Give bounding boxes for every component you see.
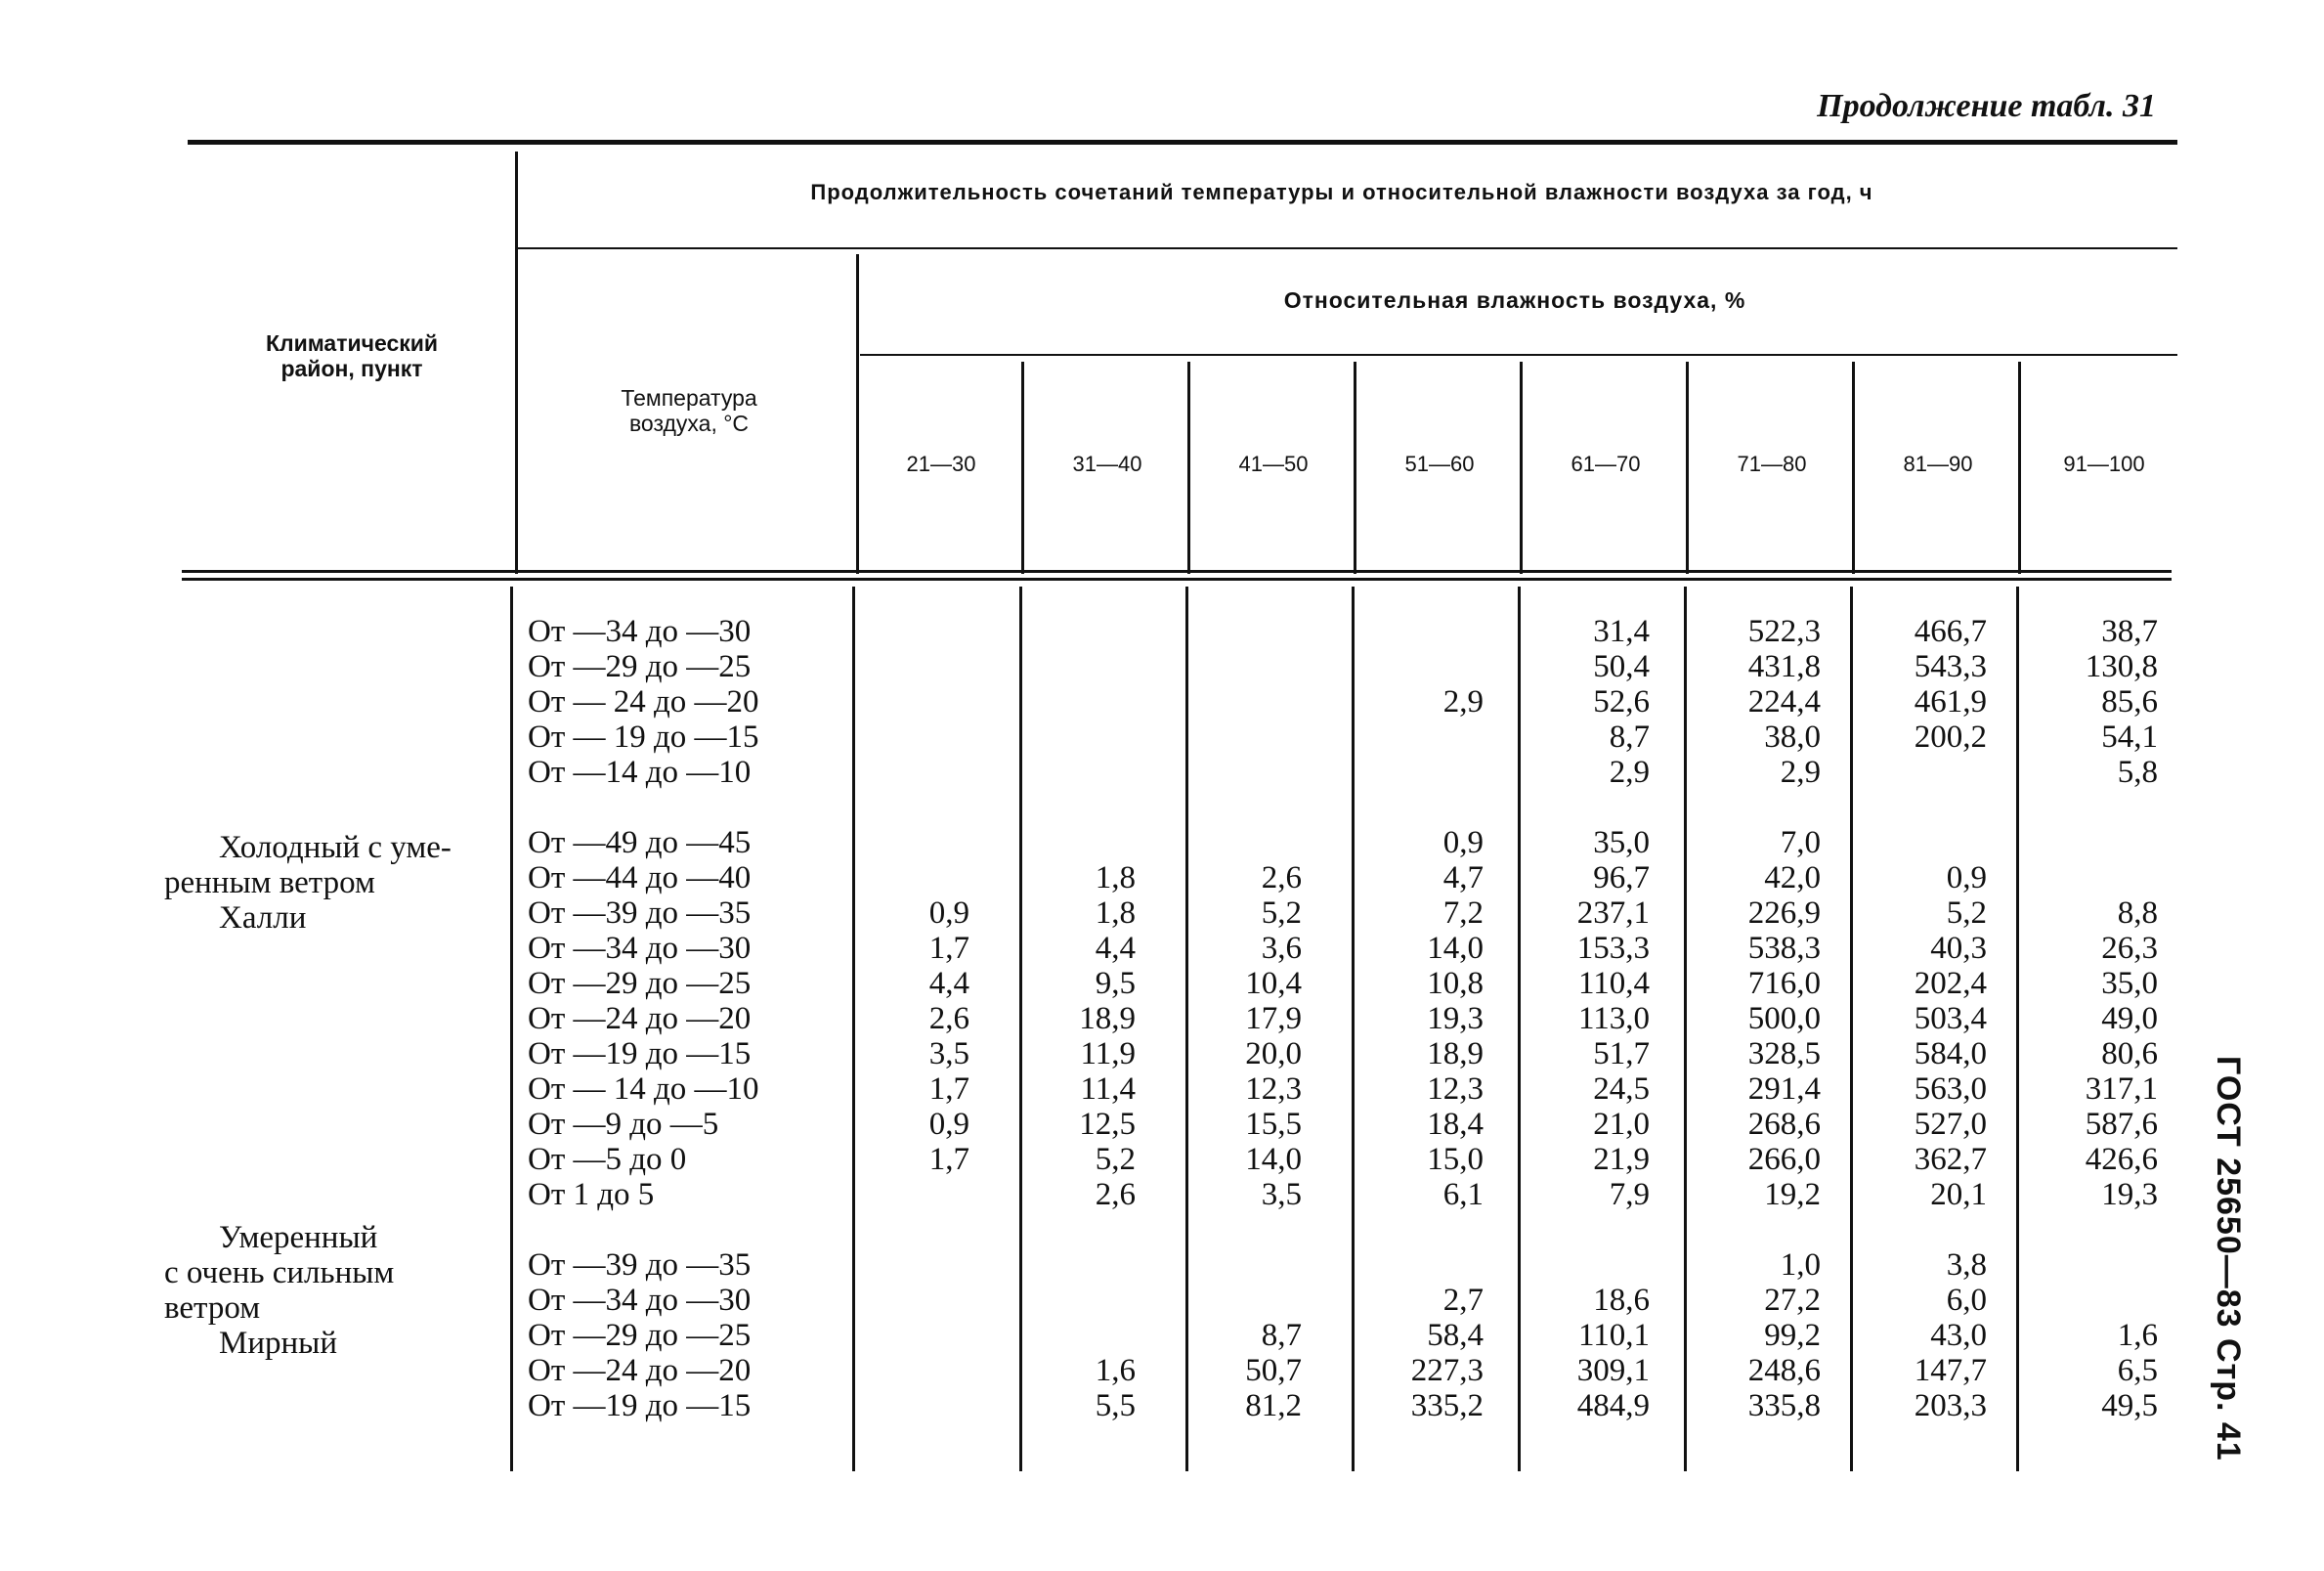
col-divider-4	[1520, 362, 1523, 574]
value-cell: 8,7	[1261, 1318, 1302, 1353]
value-cell: 38,0	[1764, 720, 1821, 755]
value-cell: 226,9	[1747, 895, 1821, 931]
value-cell: 1,8	[1095, 895, 1136, 931]
value-cell: 35,0	[1593, 825, 1650, 860]
value-cell: 0,9	[1946, 860, 1987, 895]
value-cell: 4,4	[928, 966, 969, 1001]
value-cell: 5,2	[1261, 895, 1302, 931]
header-double-rule-2	[182, 578, 2172, 581]
value-cell	[860, 1388, 969, 1423]
value-cell: 18,4	[1427, 1107, 1484, 1142]
value-cell: 6,0	[1946, 1283, 1987, 1318]
value-cell: 113,0	[1577, 1001, 1650, 1036]
value-cell: 43,0	[1930, 1318, 1987, 1353]
value-cell: 543,3	[1914, 649, 1987, 684]
value-cell	[1358, 649, 1484, 684]
value-cell: 58,4	[1427, 1318, 1484, 1353]
value-cell: 1,7	[928, 931, 969, 966]
value-cell: 35,0	[2101, 966, 2158, 1001]
value-cell: 0,9	[928, 895, 969, 931]
value-cell: 522,3	[1747, 614, 1821, 649]
value-cell	[860, 755, 969, 790]
value-cell	[1192, 1212, 1302, 1247]
value-cell: 130,8	[2085, 649, 2158, 684]
value-cell	[1026, 755, 1136, 790]
value-cell: 0,9	[928, 1107, 969, 1142]
value-cell: 50,4	[1593, 649, 1650, 684]
value-cell: 4,7	[1442, 860, 1484, 895]
body-divider-3	[1352, 587, 1355, 1471]
value-cell: 10,8	[1427, 966, 1484, 1001]
humidity-col-91-100	[2023, 614, 2158, 1423]
climate-header-line2: район, пункт	[280, 356, 423, 381]
region2-line4: Мирный	[219, 1326, 337, 1361]
temp-cell: От —49 до —45	[528, 825, 752, 860]
value-cell: 426,6	[2085, 1142, 2158, 1177]
humidity-range-3: 41—50	[1238, 452, 1309, 476]
value-cell	[2023, 1212, 2158, 1247]
value-cell	[860, 1318, 969, 1353]
humidity-col-21-30	[860, 614, 969, 1423]
value-cell	[1691, 1212, 1821, 1247]
value-cell: 5,2	[1095, 1142, 1136, 1177]
temp-cell: От —24 до —20	[528, 1001, 752, 1036]
climate-region-header	[186, 330, 518, 381]
value-cell: 248,6	[1747, 1353, 1821, 1388]
col-divider-7	[2018, 362, 2021, 574]
value-cell	[860, 860, 969, 895]
temp-cell	[528, 1212, 759, 1247]
value-cell: 5,2	[1946, 895, 1987, 931]
value-cell: 81,2	[1245, 1388, 1302, 1423]
value-cell: 3,6	[1261, 931, 1302, 966]
humidity-range-8: 91—100	[2063, 452, 2145, 476]
value-cell	[1026, 720, 1136, 755]
col-divider-3	[1354, 362, 1356, 574]
value-cell: 3,8	[1946, 1247, 1987, 1283]
temp-cell: От —44 до —40	[528, 860, 752, 895]
value-cell: 584,0	[1914, 1036, 1987, 1071]
value-cell: 80,6	[2101, 1036, 2158, 1071]
value-cell	[1026, 1247, 1136, 1283]
value-cell: 21,0	[1593, 1107, 1650, 1142]
top-rule	[188, 140, 2177, 145]
value-cell: 31,4	[1593, 614, 1650, 649]
value-cell: 587,6	[2085, 1107, 2158, 1142]
value-cell: 12,3	[1427, 1071, 1484, 1107]
value-cell: 200,2	[1914, 720, 1987, 755]
value-cell: 3,5	[928, 1036, 969, 1071]
gost-page-stamp: ГОСТ 25650—83 Стр. 41	[2210, 1056, 2247, 1462]
value-cell: 1,6	[2117, 1318, 2158, 1353]
value-cell: 7,2	[1442, 895, 1484, 931]
value-cell	[2023, 860, 2158, 895]
humidity-col-51-60	[1358, 614, 1484, 1423]
value-cell	[1192, 755, 1302, 790]
temp-cell: От —19 до —15	[528, 1036, 752, 1071]
value-cell: 1,7	[928, 1142, 969, 1177]
value-cell	[1358, 1212, 1484, 1247]
value-cell: 2,6	[1095, 1177, 1136, 1212]
value-cell	[1691, 790, 1821, 825]
temp-cell: От —34 до —30	[528, 614, 752, 649]
value-cell	[2023, 1283, 2158, 1318]
region2-line1: Умеренный	[219, 1220, 378, 1255]
value-cell: 716,0	[1747, 966, 1821, 1001]
continuation-title: Продолжение табл. 31	[1817, 88, 2156, 124]
value-cell: 1,8	[1095, 860, 1136, 895]
value-cell: 42,0	[1764, 860, 1821, 895]
value-cell	[860, 1283, 969, 1318]
value-cell: 538,3	[1747, 931, 1821, 966]
col-divider-1	[1021, 362, 1024, 574]
humidity-col-31-40	[1026, 614, 1136, 1423]
value-cell: 500,0	[1747, 1001, 1821, 1036]
value-cell: 527,0	[1914, 1107, 1987, 1142]
temp-cell: От —19 до —15	[528, 1388, 752, 1423]
value-cell	[1026, 1212, 1136, 1247]
temp-cell	[528, 790, 759, 825]
body-divider-7	[2016, 587, 2019, 1471]
value-cell: 14,0	[1427, 931, 1484, 966]
col-divider-6	[1852, 362, 1855, 574]
value-cell	[1192, 649, 1302, 684]
value-cell: 328,5	[1747, 1036, 1821, 1071]
value-cell	[860, 720, 969, 755]
value-cell	[860, 1177, 969, 1212]
value-cell: 6,1	[1442, 1177, 1484, 1212]
value-cell: 12,3	[1245, 1071, 1302, 1107]
duration-rule	[518, 247, 2177, 249]
header-double-rule-1	[182, 570, 2172, 573]
value-cell	[1026, 1318, 1136, 1353]
value-cell: 14,0	[1245, 1142, 1302, 1177]
temp-cell: От —29 до —25	[528, 1318, 752, 1353]
value-cell	[1026, 825, 1136, 860]
value-cell: 11,9	[1080, 1036, 1136, 1071]
value-cell: 202,4	[1914, 966, 1987, 1001]
value-cell: 49,0	[2101, 1001, 2158, 1036]
value-cell	[860, 1212, 969, 1247]
value-cell	[860, 825, 969, 860]
value-cell: 15,0	[1427, 1142, 1484, 1177]
value-cell: 335,2	[1410, 1388, 1484, 1423]
value-cell	[1525, 790, 1650, 825]
body-divider-4	[1518, 587, 1521, 1471]
value-cell: 335,8	[1747, 1388, 1821, 1423]
value-cell: 3,5	[1261, 1177, 1302, 1212]
value-cell: 484,9	[1576, 1388, 1650, 1423]
temp-cell: От —9 до —5	[528, 1107, 719, 1142]
value-cell	[1525, 1247, 1650, 1283]
value-cell: 51,7	[1593, 1036, 1650, 1071]
value-cell	[1857, 825, 1987, 860]
value-cell	[1857, 755, 1987, 790]
region1-line3: Халли	[219, 900, 307, 936]
value-cell: 40,3	[1930, 931, 1987, 966]
value-cell	[1192, 1283, 1302, 1318]
region2-line2: с очень сильным	[164, 1255, 395, 1290]
value-cell: 7,9	[1609, 1177, 1650, 1212]
value-cell	[1358, 720, 1484, 755]
value-cell: 5,8	[2117, 755, 2158, 790]
value-cell: 563,0	[1914, 1071, 1987, 1107]
value-cell: 153,3	[1576, 931, 1650, 966]
temperature-header	[528, 385, 850, 436]
value-cell: 99,2	[1764, 1318, 1821, 1353]
value-cell: 18,9	[1427, 1036, 1484, 1071]
value-cell: 2,9	[1442, 684, 1484, 720]
value-cell: 203,3	[1914, 1388, 1987, 1423]
body-divider-temp	[852, 587, 855, 1471]
value-cell: 27,2	[1764, 1283, 1821, 1318]
value-cell: 15,5	[1245, 1107, 1302, 1142]
value-cell	[1358, 755, 1484, 790]
value-cell: 54,1	[2101, 720, 2158, 755]
humidity-range-2: 31—40	[1072, 452, 1142, 476]
body-divider-5	[1684, 587, 1687, 1471]
col-divider-temp	[856, 254, 859, 574]
humidity-range-4: 51—60	[1404, 452, 1475, 476]
temp-cell: От — 24 до —20	[528, 684, 759, 720]
value-cell: 1,7	[928, 1071, 969, 1107]
value-cell: 8,8	[2117, 895, 2158, 931]
temp-cell: От 1 до 5	[528, 1177, 655, 1212]
humidity-range-5: 61—70	[1571, 452, 1641, 476]
value-cell	[1026, 1283, 1136, 1318]
value-cell	[1192, 825, 1302, 860]
humidity-col-71-80	[1691, 614, 1821, 1423]
value-cell: 6,5	[2117, 1353, 2158, 1388]
value-cell: 50,7	[1245, 1353, 1302, 1388]
col-divider-5	[1686, 362, 1689, 574]
value-cell	[1192, 684, 1302, 720]
value-cell: 18,6	[1593, 1283, 1650, 1318]
value-cell	[1192, 720, 1302, 755]
humidity-col-61-70	[1525, 614, 1650, 1423]
duration-header: Продолжительность сочетаний температуры и относительной влажности воздуха за год, ч	[810, 180, 1873, 204]
value-cell: 110,1	[1577, 1318, 1650, 1353]
temp-cell: От —29 до —25	[528, 649, 752, 684]
value-cell: 431,8	[1747, 649, 1821, 684]
value-cell	[860, 1353, 969, 1388]
value-cell: 17,9	[1245, 1001, 1302, 1036]
humidity-col-81-90	[1857, 614, 1987, 1423]
value-cell: 4,4	[1095, 931, 1136, 966]
value-cell: 49,5	[2101, 1388, 2158, 1423]
value-cell: 19,3	[1427, 1001, 1484, 1036]
value-cell: 2,9	[1609, 755, 1650, 790]
value-cell: 19,2	[1764, 1177, 1821, 1212]
temp-header-line1: Температура	[621, 385, 757, 411]
value-cell: 2,7	[1442, 1283, 1484, 1318]
value-cell	[1358, 614, 1484, 649]
value-cell: 19,3	[2101, 1177, 2158, 1212]
value-cell	[860, 614, 969, 649]
value-cell: 2,9	[1780, 755, 1821, 790]
value-cell: 0,9	[1442, 825, 1484, 860]
value-cell	[1192, 1247, 1302, 1283]
value-cell	[1192, 790, 1302, 825]
value-cell	[2023, 790, 2158, 825]
value-cell: 461,9	[1914, 684, 1987, 720]
humidity-range-1: 21—30	[906, 452, 976, 476]
value-cell: 2,6	[928, 1001, 969, 1036]
value-cell: 1,6	[1095, 1353, 1136, 1388]
value-cell: 11,4	[1080, 1071, 1136, 1107]
value-cell	[860, 1247, 969, 1283]
value-cell: 12,5	[1079, 1107, 1136, 1142]
value-cell: 21,9	[1593, 1142, 1650, 1177]
region1-line1: Холодный с уме-	[219, 830, 452, 865]
value-cell: 362,7	[1914, 1142, 1987, 1177]
body-divider-6	[1850, 587, 1853, 1471]
value-cell	[1525, 1212, 1650, 1247]
region2-line3: ветром	[164, 1290, 261, 1326]
value-cell: 5,5	[1095, 1388, 1136, 1423]
climate-header-line1: Климатический	[265, 330, 439, 356]
value-cell: 317,1	[2085, 1071, 2158, 1107]
value-cell: 8,7	[1609, 720, 1650, 755]
value-cell: 309,1	[1576, 1353, 1650, 1388]
temp-cell: От —5 до 0	[528, 1142, 687, 1177]
value-cell	[1857, 790, 1987, 825]
humidity-col-41-50	[1192, 614, 1302, 1423]
value-cell: 268,6	[1747, 1107, 1821, 1142]
value-cell: 224,4	[1747, 684, 1821, 720]
humidity-rule	[860, 354, 2177, 356]
value-cell	[1857, 1212, 1987, 1247]
value-cell: 85,6	[2101, 684, 2158, 720]
temp-cell: От — 14 до —10	[528, 1071, 759, 1107]
value-cell: 20,1	[1930, 1177, 1987, 1212]
humidity-range-6: 71—80	[1737, 452, 1807, 476]
temp-header-line2: воздуха, °С	[628, 411, 750, 436]
value-cell	[860, 649, 969, 684]
region1-line2: ренным ветром	[164, 865, 375, 900]
value-cell: 38,7	[2101, 614, 2158, 649]
col-divider-2	[1187, 362, 1190, 574]
temp-cell: От —39 до —35	[528, 1247, 752, 1283]
temperature-column	[528, 614, 759, 1423]
temp-cell: От —34 до —30	[528, 931, 752, 966]
temp-cell: От —14 до —10	[528, 755, 752, 790]
value-cell	[860, 684, 969, 720]
value-cell	[2023, 825, 2158, 860]
value-cell: 9,5	[1095, 966, 1136, 1001]
region-halley	[164, 830, 452, 936]
body-divider-2	[1185, 587, 1188, 1471]
temp-cell: От —29 до —25	[528, 966, 752, 1001]
value-cell: 7,0	[1780, 825, 1821, 860]
value-cell	[1026, 649, 1136, 684]
value-cell: 291,4	[1747, 1071, 1821, 1107]
value-cell: 503,4	[1914, 1001, 1987, 1036]
value-cell: 20,0	[1245, 1036, 1302, 1071]
humidity-header: Относительная влажность воздуха, %	[1283, 287, 1746, 313]
value-cell: 466,7	[1914, 614, 1987, 649]
value-cell	[2023, 1247, 2158, 1283]
value-cell	[1192, 614, 1302, 649]
value-cell	[1358, 1247, 1484, 1283]
value-cell: 96,7	[1593, 860, 1650, 895]
value-cell: 147,7	[1914, 1353, 1987, 1388]
value-cell	[1026, 684, 1136, 720]
value-cell: 26,3	[2101, 931, 2158, 966]
value-cell	[1026, 790, 1136, 825]
temp-cell: От —24 до —20	[528, 1353, 752, 1388]
value-cell	[1358, 790, 1484, 825]
value-cell: 237,1	[1576, 895, 1650, 931]
temp-cell: От —39 до —35	[528, 895, 752, 931]
region-mirny	[164, 1220, 394, 1361]
value-cell: 110,4	[1577, 966, 1650, 1001]
body-divider-region	[510, 587, 513, 1471]
value-cell: 18,9	[1079, 1001, 1136, 1036]
value-cell	[1026, 614, 1136, 649]
value-cell: 266,0	[1747, 1142, 1821, 1177]
value-cell	[860, 790, 969, 825]
value-cell: 2,6	[1261, 860, 1302, 895]
value-cell: 1,0	[1780, 1247, 1821, 1283]
value-cell: 24,5	[1593, 1071, 1650, 1107]
humidity-range-7: 81—90	[1903, 452, 1973, 476]
value-cell: 10,4	[1245, 966, 1302, 1001]
value-cell: 52,6	[1593, 684, 1650, 720]
temp-cell: От —34 до —30	[528, 1283, 752, 1318]
value-cell: 227,3	[1410, 1353, 1484, 1388]
body-divider-1	[1019, 587, 1022, 1471]
temp-cell: От — 19 до —15	[528, 720, 759, 755]
